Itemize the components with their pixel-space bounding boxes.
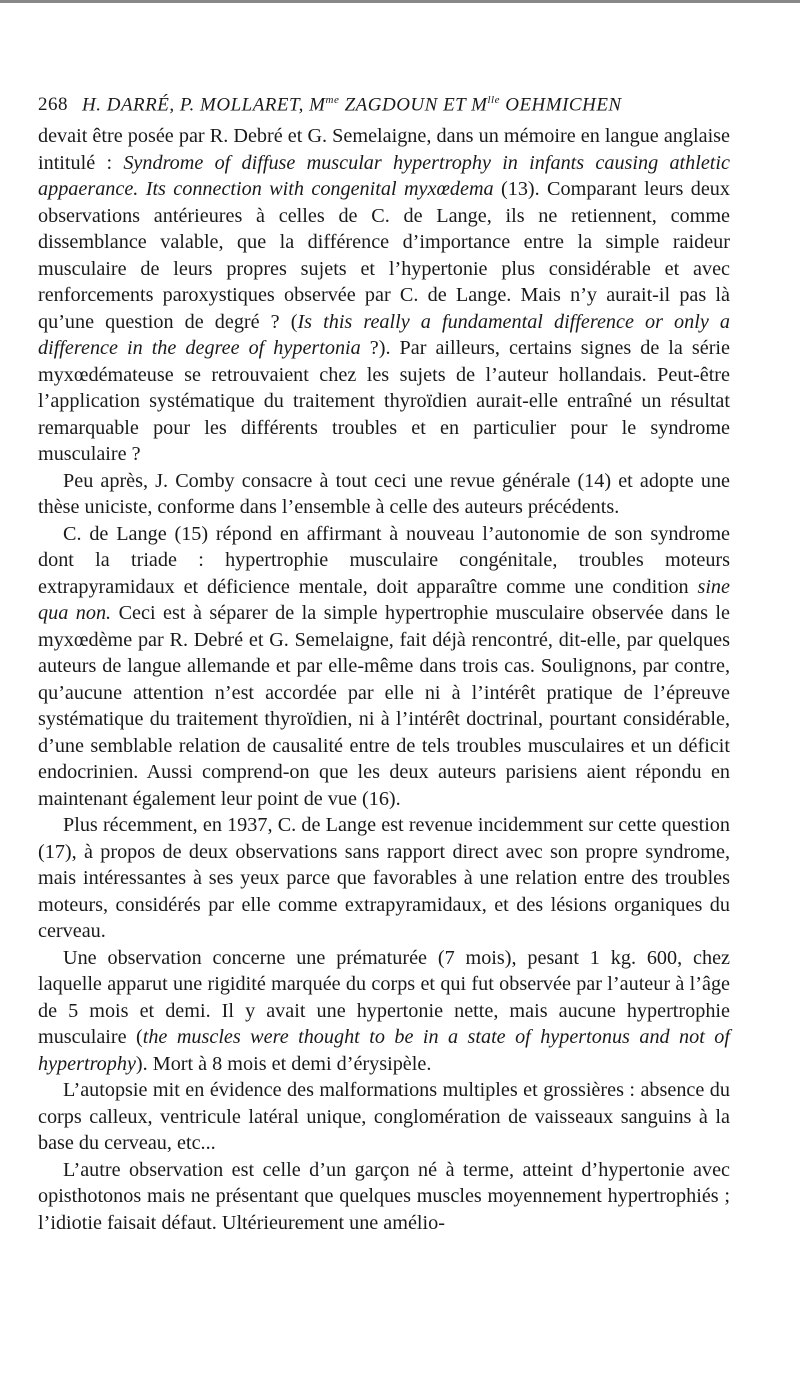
paragraph-7: L’autre observation est celle d’un garçon né à terme, atteint d’hypertonie avec opisthotonos mais ne présentant que quelques muscles moyennement hypertrophiés ; l’idiotie faisait défaut. Ultérieurement une amélio- bbox=[38, 1158, 730, 1234]
paragraph-3: C. de Lange (15) répond en affirmant à nouveau l’autonomie de son syndrome dont la triade : hypertrophie musculaire congénitale, troubles moteurs extrapyramidaux et déficience mentale, doit apparaître comme une condition sine qua non. Ceci est à séparer de la simple hypertrophie musculaire observée dans le myxœdème par R. Debré et G. Semelaigne, fait déjà rencontré, dit-elle, par quelques auteurs de langue allemande et par elle-même dans trois cas. Soulignons, par contre, qu’aucune attention n’est accordée par elle ni à l’intérêt pratique de l’épreuve systématique du traitement thyroïdien, ni à l’intérêt doctrinal, pourtant considérable, d’une semblable relation de causalité entre de tels troubles musculaires et un déficit endocrinien. Aussi comprend-on que les deux auteurs parisiens aient répondu en maintenant également leur point de vue (16). bbox=[38, 522, 730, 810]
paragraph-2: Peu après, J. Comby consacre à tout ceci une revue générale (14) et adopte une thèse uniciste, conforme dans l’ensemble à celle des auteurs précédents. bbox=[38, 469, 730, 519]
running-header bbox=[38, 88, 730, 117]
running-head: H. DARRÉ, P. MOLLARET, $M^{me}$ ZAGDOUN ET $M^{lle}$ OEHMICHEN bbox=[82, 94, 622, 116]
paragraph-5: Une observation concerne une prématurée (7 mois), pesant 1 kg. 600, chez laquelle apparut une rigidité marquée du corps et qui fut observée par l’auteur à l’âge de 5 mois et demi. Il y avait une hypertonie nette, mais aucune hypertrophie musculaire (the muscles were thought to be in a state of hypertonus and not of hypertrophy). Mort à 8 mois et demi d’érysipèle. bbox=[38, 946, 730, 1075]
paragraph-1: devait être posée par R. Debré et G. Semelaigne, dans un mémoire en langue anglaise intitulé : Syndrome of diffuse muscular hypertrophy in infants causing athletic appaerance. Its connection with congenital myxœdema (13). Comparant leurs deux observations antérieures à celles de C. de Lange, ils ne retiennent, comme dissemblance valable, que la différence d’importance entre la simple raideur musculaire de leurs propres sujets et l’hypertonie plus considérable et avec renforcements paroxystiques observée par C. de Lange. Mais n’y aurait-il pas là qu’une question de degré ? (Is this really a fundamental difference or only a difference in the degree of hypertonia ?). Par ailleurs, certains signes de la série myxœdémateuse se retrouvaient chez les sujets de l’auteur hollandais. Peut-être l’application systématique du traitement thyroïdien aurait-elle entraîné un résultat remarquable pour les différents troubles et en particulier pour le syndrome musculaire ? bbox=[38, 125, 730, 466]
paragraph-4: Plus récemment, en 1937, C. de Lange est revenue incidemment sur cette question (17), à propos de deux observations sans rapport direct avec son propre syndrome, mais intéressantes à ses yeux parce que favorables à une relation entre des troubles moteurs, considérés par elle comme extrapyramidaux, et des lésions organiques du cerveau. bbox=[38, 814, 730, 943]
paragraph-6: L’autopsie mit en évidence des malformations multiples et grossières : absence du corps calleux, ventricule latéral unique, conglomération de vaisseaux sanguins à la base du cerveau, etc... bbox=[38, 1079, 730, 1155]
page-number: 268 bbox=[38, 94, 68, 116]
top-border bbox=[0, 0, 800, 3]
